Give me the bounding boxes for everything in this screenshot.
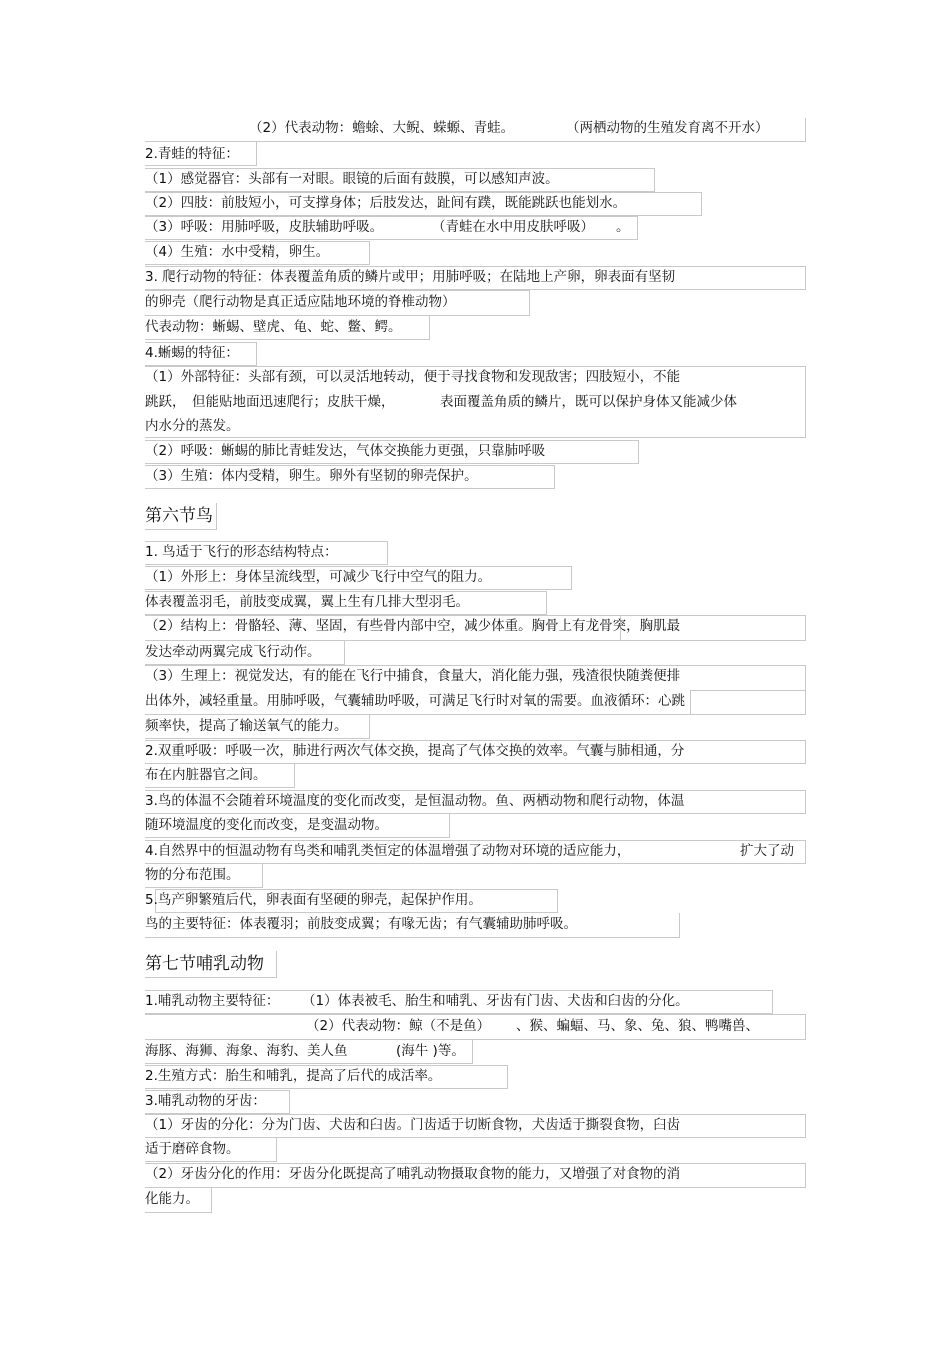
- text-line: （1）牙齿的分化：分为门齿、犬齿和臼齿。门齿适于切断食物，犬齿适于撕裂食物，臼齿: [145, 1117, 681, 1133]
- text-line: （4）生殖：水中受精，卵生。: [145, 244, 330, 260]
- text-line: (海牛 )等。: [396, 1043, 465, 1059]
- text-line: 扩大了动: [740, 843, 794, 859]
- text-line: 4.自然界中的恒温动物有鸟类和哺乳类恒定的体温增强了动物对环境的适应能力，: [145, 843, 631, 859]
- text-line: 跳跃，: [145, 394, 186, 410]
- text-line: （2）代表动物：蟾蜍、大鲵、蝾螈、青蛙。: [249, 120, 515, 136]
- text-line: 但能贴地面迅速爬行；皮肤干燥，: [192, 394, 395, 410]
- text-line: 体表覆盖羽毛，前肢变成翼，翼上生有几排大型羽毛。: [145, 594, 469, 610]
- text-line: 2.双重呼吸：呼吸一次，肺进行两次气体交换，提高了气体交换的效率。气囊与肺相通，分: [145, 743, 685, 759]
- section-heading: 第六节鸟: [145, 506, 213, 526]
- text-line: 适于磨碎食物。: [145, 1141, 240, 1157]
- section-heading: 第七节哺乳动物: [145, 954, 264, 974]
- text-line: （1）感觉器官：头部有一对眼。眼镜的后面有鼓膜，可以感知声波。: [145, 171, 559, 187]
- text-line: 出体外，减轻重量。用肺呼吸，气囊辅助呼吸，可满足飞行时对氧的需要。血液循环：心跳: [145, 693, 685, 709]
- text-line: 鸟的主要特征：体表覆羽；前肢变成翼；有喙无齿；有气囊辅助肺呼吸。: [145, 916, 577, 932]
- text-line: 随环境温度的变化而改变，是变温动物。: [145, 817, 388, 833]
- text-line: 2.青蛙的特征：: [145, 146, 239, 162]
- text-line: 3. 爬行动物的特征：体表覆盖角质的鳞片或甲；用肺呼吸；在陆地上产卵，卵表面有坚韧: [145, 269, 676, 285]
- text-line: 1. 鸟适于飞行的形态结构特点：: [145, 544, 338, 560]
- text-line: 4.蜥蜴的特征：: [145, 345, 239, 361]
- text-line: （3）呼吸：用肺呼吸，皮肤辅助呼吸。: [145, 219, 384, 235]
- text-line: （1）体表被毛、胎生和哺乳、牙齿有门齿、犬齿和臼齿的分化。: [302, 993, 689, 1009]
- text-line: （2）四肢：前肢短小，可支撑身体；后肢发达，趾间有蹼，既能跳跃也能划水。: [145, 195, 627, 211]
- text-line: 代表动物：蜥蜴、壁虎、龟、蛇、鳖、鳄。: [145, 319, 402, 335]
- text-line: （3）生殖：体内受精，卵生。卵外有坚韧的卵壳保护。: [145, 468, 478, 484]
- text-line: 3.鸟的体温不会随着环境温度的变化而改变，是恒温动物。鱼、两栖动物和爬行动物，体温: [145, 793, 685, 809]
- text-line: 频率快，提高了输送氧气的能力。: [145, 718, 348, 734]
- text-line: （3）生理上：视觉发达，有的能在飞行中捕食，食量大，消化能力强，残渣很快随粪便排: [145, 668, 681, 684]
- outline-box: [262, 414, 806, 438]
- text-line: （1）外部特征：头部有颈，可以灵活地转动，便于寻找食物和发现敌害；四肢短小，不能: [145, 369, 681, 385]
- text-line: （1）外形上：身体呈流线型，可减少飞行中空气的阻力。: [145, 569, 492, 585]
- text-line: （2）结构上：骨骼轻、薄、坚固，有些骨内部中空，减少体重。胸骨上有龙骨突，胸肌最: [145, 618, 681, 634]
- text-line: （2）呼吸：蜥蜴的肺比青蛙发达，气体交换能力更强，只靠肺呼吸: [145, 443, 546, 459]
- text-line: 表面覆盖角质的鳞片，既可以保护身体又能减少体: [440, 394, 737, 410]
- text-line: 2.生殖方式：胎生和哺乳，提高了后代的成活率。: [145, 1068, 442, 1084]
- text-line: 。: [616, 219, 630, 235]
- text-line: 内水分的蒸发。: [145, 418, 240, 434]
- text-line: 化能力。: [145, 1191, 199, 1207]
- text-line: 5.鸟产卵繁殖后代，卵表面有坚硬的卵壳，起保护作用。: [145, 892, 482, 908]
- outline-box: [690, 690, 806, 715]
- text-line: 物的分布范围。: [145, 867, 240, 883]
- text-line: （2）牙齿分化的作用：牙齿分化既提高了哺乳动物摄取食物的能力，又增强了对食物的消: [145, 1166, 681, 1182]
- text-line: 、猴、蝙蝠、马、象、兔、狼、鸭嘴兽、: [516, 1018, 759, 1034]
- text-line: 海豚、海狮、海象、海豹、美人鱼: [145, 1043, 348, 1059]
- text-line: 3.哺乳动物的牙齿：: [145, 1093, 266, 1109]
- text-line: 发达牵动两翼完成飞行动作。: [145, 644, 321, 660]
- text-line: （两栖动物的生殖发育离不开水）: [566, 120, 769, 136]
- text-line: 的卵壳（爬行动物是真正适应陆地环境的脊椎动物）: [145, 294, 456, 310]
- text-line: （2）代表动物：鲸（不是鱼）: [306, 1018, 491, 1034]
- text-line: （青蛙在水中用皮肤呼吸）: [432, 219, 594, 235]
- text-line: 布在内脏器官之间。: [145, 767, 267, 783]
- text-line: 1.哺乳动物主要特征：: [145, 993, 280, 1009]
